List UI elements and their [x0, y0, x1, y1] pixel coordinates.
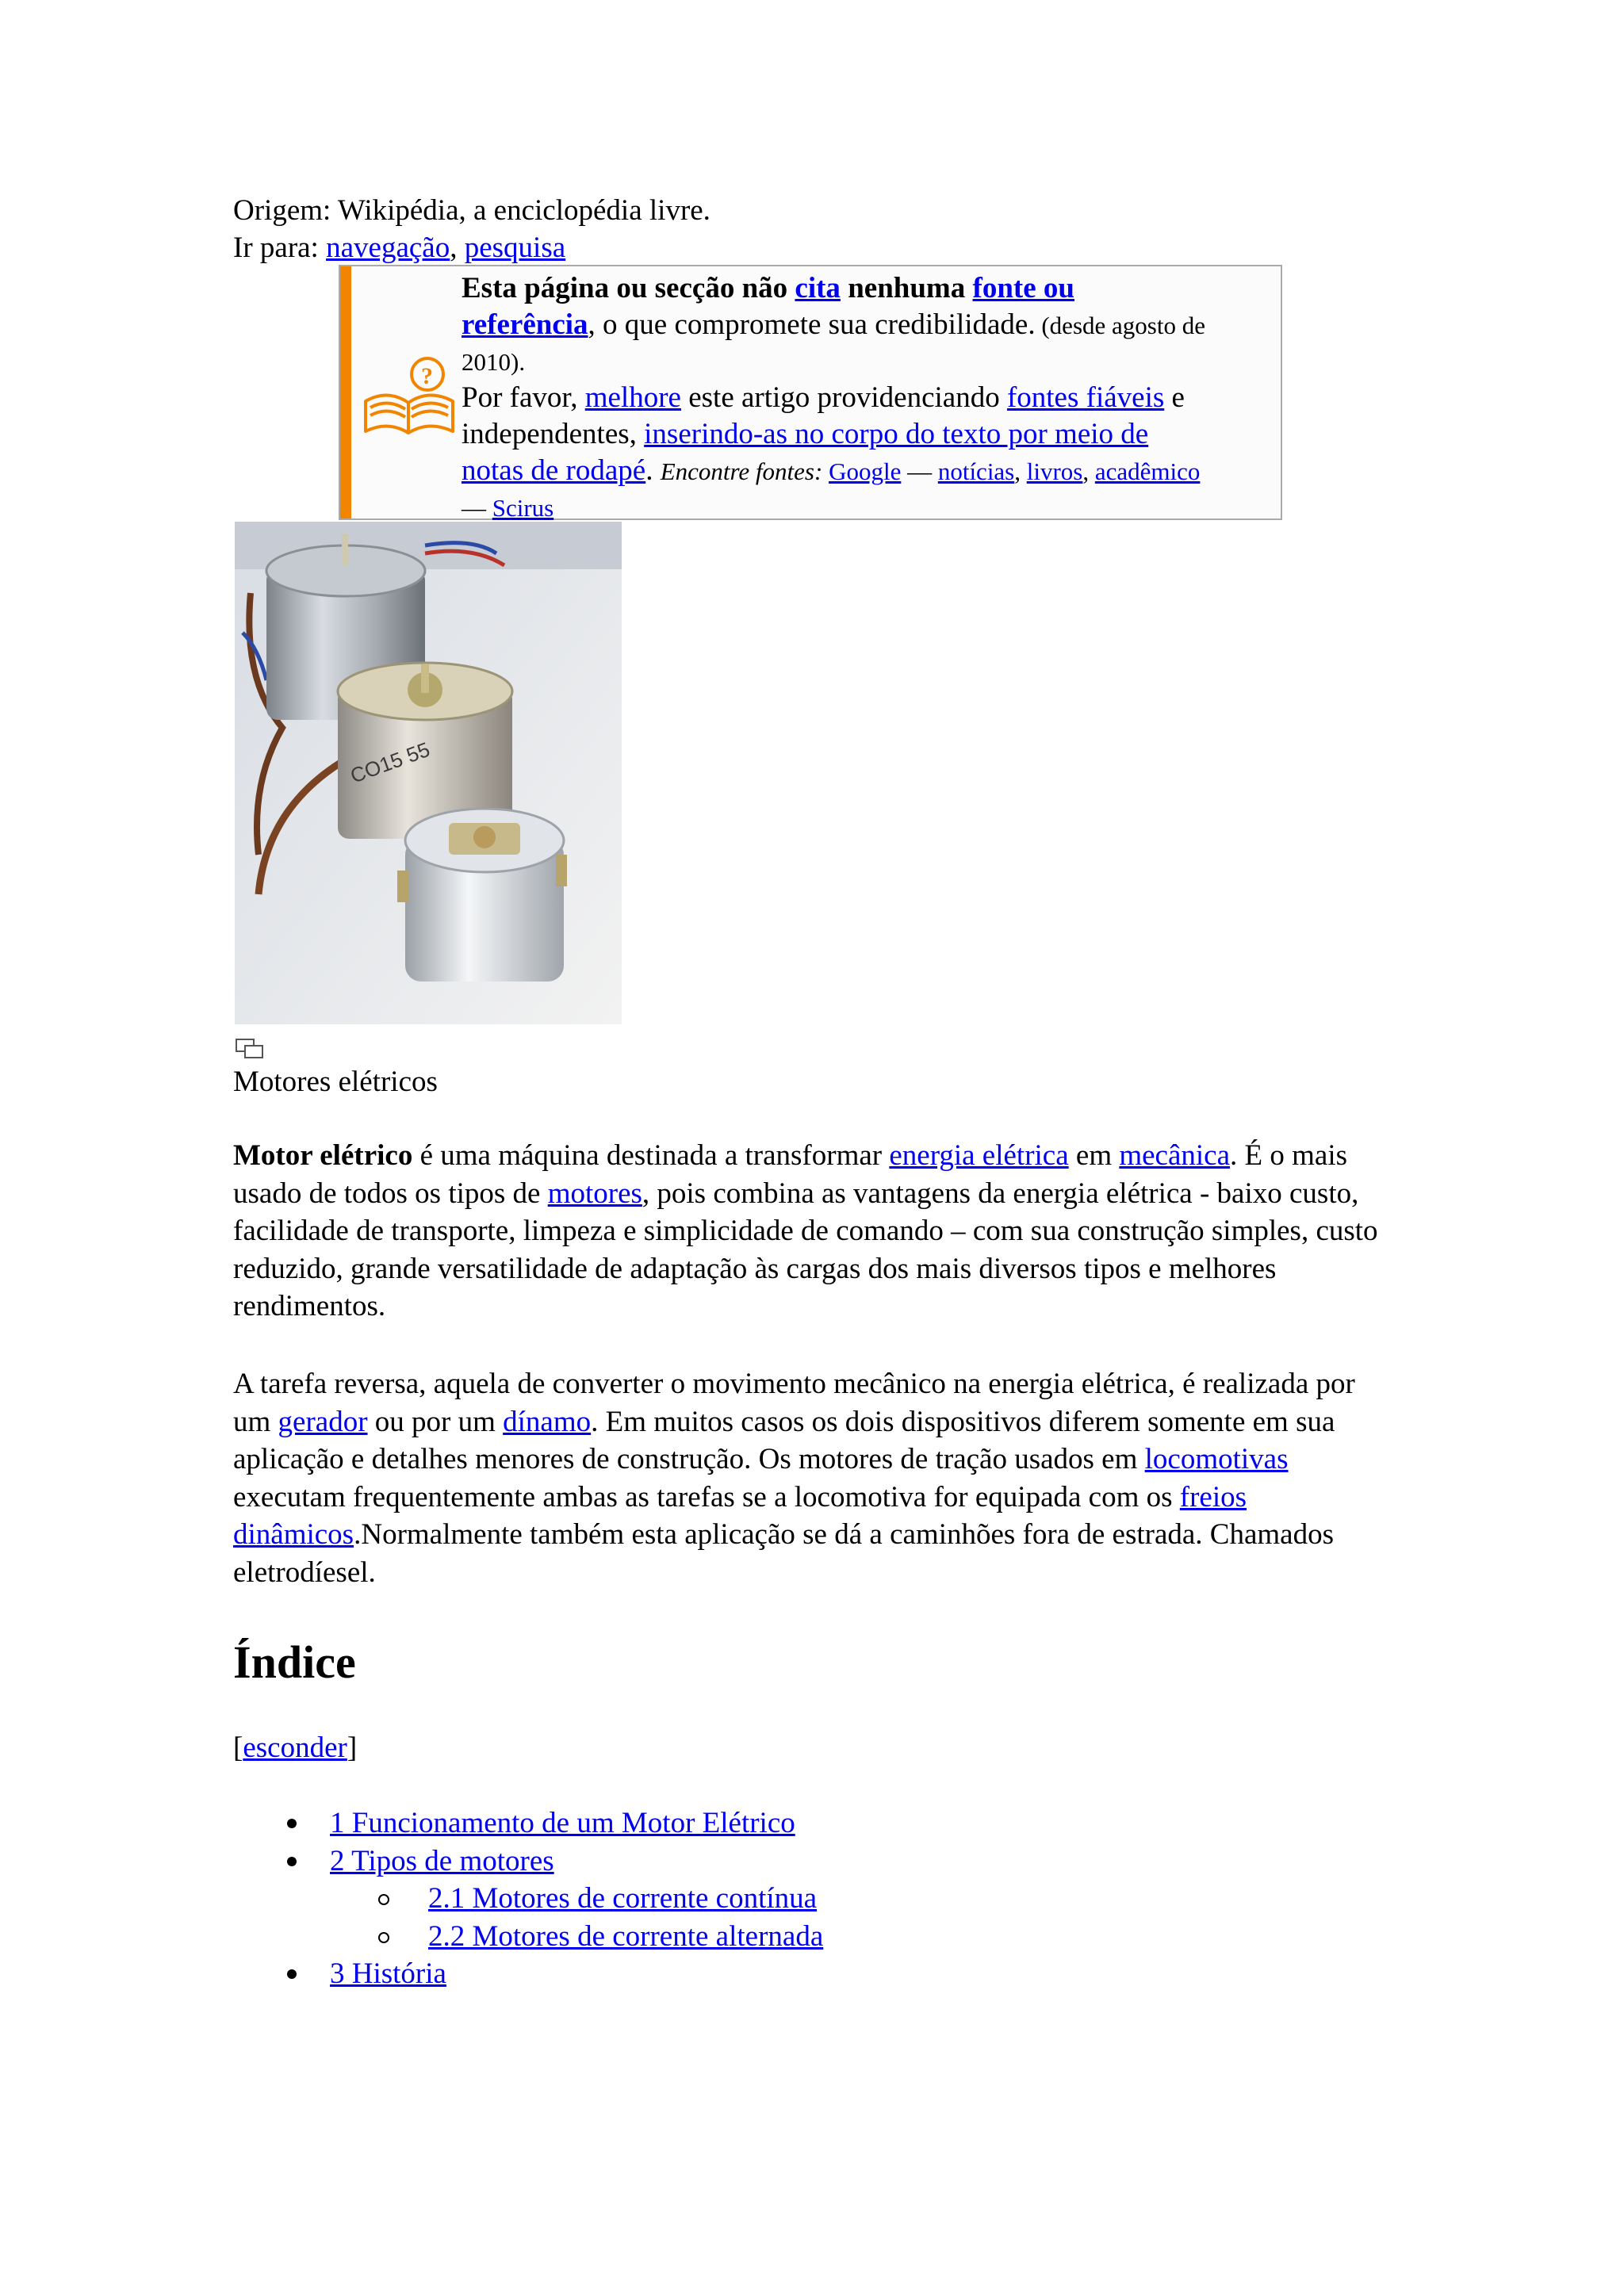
- notice-text: [462, 270, 1215, 526]
- academico-link[interactable]: acadêmico: [1094, 457, 1201, 485]
- dash-1: —: [901, 457, 938, 485]
- locomotivas-link[interactable]: locomotivas: [1144, 1443, 1289, 1475]
- goto-line: [233, 229, 565, 266]
- mecanica-link[interactable]: mecânica: [1119, 1139, 1231, 1172]
- p1-text-3: . É o mais usado de todos os tipos de: [233, 1139, 1348, 1210]
- p1-text-4: , pois combina as vantagens da energia elétrica - baixo custo, facilidade de transporte, limpeza e simplicidade de comando – com sua construção simples, custo reduzido, grande versatilidade de adaptação às cargas dos mais diversos tipos e melhores rendimentos.: [233, 1177, 1378, 1322]
- toc-toggle: [233, 1728, 357, 1768]
- toc-link-1[interactable]: 1 Funcionamento de um Motor Elétrico: [330, 1807, 795, 1839]
- magnify-icon[interactable]: [236, 1039, 264, 1059]
- figure-caption: Motores elétricos: [233, 1066, 438, 1098]
- energia-eletrica-link[interactable]: energia elétrica: [889, 1139, 1069, 1172]
- book-question-icon: [358, 354, 461, 441]
- electric-motors-photo[interactable]: [235, 522, 622, 1024]
- dinamo-link[interactable]: dínamo: [503, 1405, 592, 1438]
- toc-link-2[interactable]: 2 Tipos de motores: [330, 1844, 554, 1877]
- find-sources-label: Encontre fontes:: [660, 457, 823, 485]
- toc-link-2-2[interactable]: 2.2 Motores de corrente alternada: [428, 1919, 824, 1953]
- melhore-link[interactable]: melhore: [584, 381, 681, 414]
- notice-rest: , o que compromete sua credibilidade.: [588, 308, 1036, 341]
- notice-stripe: [340, 266, 351, 519]
- circle-bullet-icon: [378, 1932, 389, 1943]
- dash-2: —: [462, 494, 492, 522]
- toc-link-3[interactable]: 3 História: [330, 1957, 446, 1990]
- p2-text-2: ou por um: [367, 1405, 504, 1438]
- comma-1: ,: [1014, 457, 1027, 485]
- cita-link[interactable]: cita: [795, 272, 841, 304]
- bullet-icon: [287, 1857, 297, 1866]
- unreferenced-notice: [339, 265, 1282, 520]
- notice-request-1: Por favor,: [462, 381, 585, 414]
- goto-separator: ,: [450, 232, 465, 264]
- toc-link-2-1[interactable]: 2.1 Motores de corrente contínua: [428, 1882, 818, 1915]
- comma-2: ,: [1082, 457, 1095, 485]
- intro-paragraph: [233, 1137, 1399, 1326]
- bullet-icon: [287, 1969, 297, 1979]
- notice-request-4: .: [645, 454, 661, 487]
- notice-request-2: este artigo providenciando: [680, 381, 1007, 414]
- svg-text:?: ?: [421, 363, 433, 389]
- p1-text-2: em: [1068, 1139, 1120, 1172]
- noticias-link[interactable]: notícias: [937, 457, 1015, 485]
- gerador-link[interactable]: gerador: [278, 1405, 368, 1438]
- google-link[interactable]: Google: [829, 457, 902, 485]
- notice-bold-2: nenhuma: [840, 272, 973, 304]
- svg-text:CO15 55: CO15 55: [347, 737, 433, 788]
- notice-date: (desde agosto de 2010).: [462, 312, 1205, 376]
- origin-line: Origem: Wikipédia, a enciclopédia livre.: [233, 194, 710, 227]
- fonte-referencia-link[interactable]: fonte ou referência: [462, 272, 1074, 341]
- freios-dinamicos-link[interactable]: freios dinâmicos: [233, 1480, 1247, 1551]
- esconder-link[interactable]: esconder: [243, 1732, 347, 1764]
- inserindo-notas-link[interactable]: inserindo-as no corpo do texto por meio de notas de rodapé: [462, 418, 1149, 487]
- p2-text-4: executam frequentemente ambas as tarefas se a locomotiva for equipada com os: [233, 1480, 1180, 1513]
- toc-toggle-open: [: [233, 1732, 243, 1764]
- goto-prefix: Ir para:: [233, 232, 327, 264]
- bullet-icon: [287, 1819, 297, 1828]
- p2-text-1: A tarefa reversa, aquela de converter o movimento mecânico na energia elétrica, é realizada por um: [233, 1368, 1355, 1438]
- scirus-link[interactable]: Scirus: [492, 494, 554, 522]
- motores-link[interactable]: motores: [547, 1177, 642, 1210]
- notice-request-3: e independentes,: [462, 381, 1185, 450]
- notice-bold-1: Esta página ou secção não: [462, 272, 795, 304]
- fontes-fiaveis-link[interactable]: fontes fiáveis: [1006, 381, 1165, 414]
- search-link[interactable]: pesquisa: [464, 232, 566, 264]
- toc-heading: Índice: [233, 1636, 356, 1688]
- navigation-link[interactable]: navegação: [326, 232, 450, 264]
- second-paragraph: [233, 1365, 1399, 1591]
- p1-text-1: é uma máquina destinada a transformar: [412, 1139, 890, 1172]
- motor-eletrico-bold: Motor elétrico: [233, 1139, 413, 1172]
- p2-text-5: .Normalmente também esta aplicação se dá a caminhões fora de estrada. Chamados eletrodíesel.: [233, 1518, 1334, 1589]
- livros-link[interactable]: livros: [1026, 457, 1083, 485]
- p2-text-3: . Em muitos casos os dois dispositivos diferem somente em sua aplicação e detalhes menores de construção. Os motores de tração usados em: [233, 1405, 1335, 1475]
- toc-toggle-close: ]: [347, 1732, 358, 1764]
- circle-bullet-icon: [378, 1894, 389, 1905]
